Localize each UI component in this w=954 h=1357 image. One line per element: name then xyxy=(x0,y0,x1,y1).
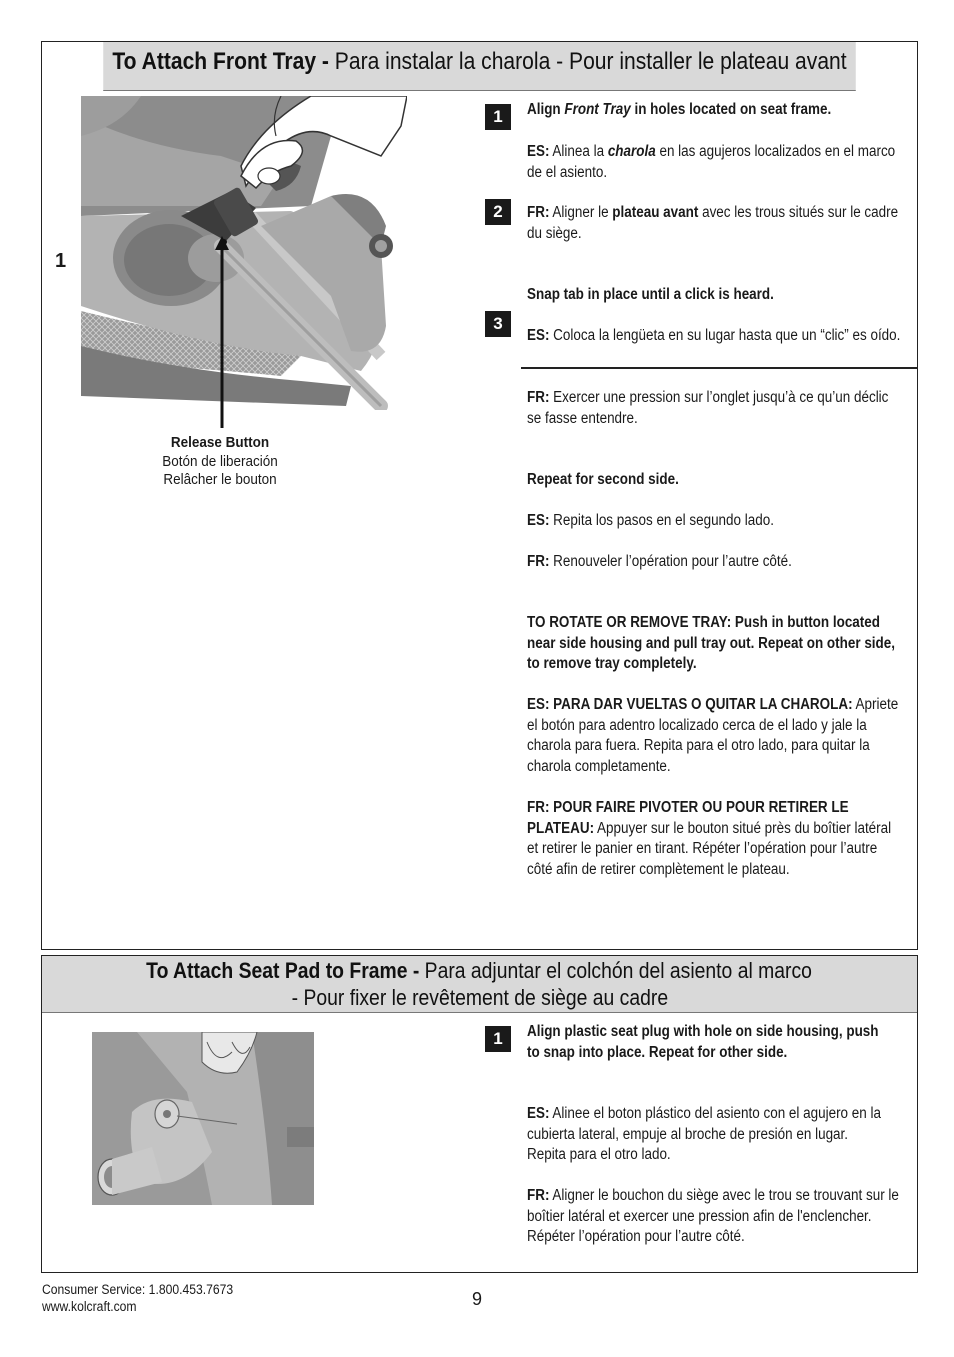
release-label-es: Botón de liberación xyxy=(162,452,278,470)
step-2-es-text: Coloca la lengüeta en su lugar hasta que un “clic” es oído. xyxy=(549,327,901,344)
step-2-en: Snap tab in place until a click is heard. xyxy=(527,286,774,303)
front-tray-title-bold: To Attach Front Tray - xyxy=(112,48,335,75)
step-1-fr-pre: Aligner le xyxy=(549,204,613,221)
seat-pad-title-rest1: Para adjuntar el colchón del asiento al marco xyxy=(425,958,813,983)
release-arrow xyxy=(212,236,232,428)
footer-contact xyxy=(42,1281,233,1315)
step-1-en-em: Front Tray xyxy=(564,101,631,118)
page-number: 9 xyxy=(472,1289,483,1309)
rotate-en xyxy=(527,613,905,675)
step-2-fr-text: Exercer une pression sur l’onglet jusqu’à ce qu’un déclic se fasse entendre. xyxy=(527,389,889,427)
seat-pad-es-text: Alinee el boton plástico del asiento con el agujero en la cubierta lateral, empuje al broche de presión en lugar. Repita para el otro lado. xyxy=(527,1105,881,1163)
es-tag: ES: xyxy=(527,1105,550,1122)
es-tag: ES: xyxy=(527,143,550,160)
front-tray-header xyxy=(103,42,856,91)
step-3-es-text: Repita los pasos en el segundo lado. xyxy=(549,512,774,529)
seat-pad-title-line2: - Pour fixer le revêtement de siège au cadre xyxy=(291,985,668,1010)
rotate-fr-body: Appuyer sur le bouton situé près du boîtier latéral et retirer le panier en tirant. Répéter l’opération pour l’autre côté afin de retirer complètement le plateau. xyxy=(527,819,892,878)
fr-tag: FR: xyxy=(527,1187,550,1204)
seat-pad-illustration xyxy=(92,1032,314,1205)
step-1-es-post: en las agujeros localizados en el marco de el asiento. xyxy=(527,143,896,181)
rotate-es-body: Apriete el botón para adentro localizado cerca de el lado y jale la charola para fuera. Repita para el otro lado, para quitar la charola completamente. xyxy=(527,696,899,775)
es-tag: ES: xyxy=(527,327,550,344)
step-1-es xyxy=(527,142,905,183)
fr-tag: FR: xyxy=(527,204,550,221)
release-button-label xyxy=(130,434,310,490)
seat-pad-fr-text: Aligner le bouchon du siège avec le trou se trouvant sur le boîtier latéral et exercer une pression afin de l'enclencher. Répéter l’opération pour l’autre côté. xyxy=(527,1187,899,1245)
front-tray-illustration xyxy=(81,96,407,410)
step-1-fr-em: plateau avant xyxy=(612,204,699,221)
rotate-fr xyxy=(527,798,905,880)
seat-pad-es xyxy=(527,1104,888,1166)
rotate-en-body: Push in button located near side housing and pull tray out. Repeat on other side, to remove tray completely. xyxy=(527,614,895,672)
step-3-en: Repeat for second side. xyxy=(527,471,679,488)
step-3-es xyxy=(527,511,905,532)
figure-number: 1 xyxy=(55,250,67,272)
step-3-fr-text: Renouveler l’opération pour l’autre côté. xyxy=(549,553,792,570)
step-3-fr xyxy=(527,552,905,573)
consumer-service-phone: Consumer Service: 1.800.453.7673 xyxy=(42,1282,234,1297)
release-label-en: Release Button xyxy=(170,434,270,451)
step-1-fr-post: avec les trous situés sur le cadre du siège. xyxy=(527,204,899,242)
front-tray-title-rest: Para instalar la charola - Pour installer le plateau avant xyxy=(334,48,847,75)
release-label-fr: Relâcher le bouton xyxy=(163,471,277,488)
seat-pad-step-badge: 1 xyxy=(485,1026,511,1052)
rotate-en-head: TO ROTATE OR REMOVE TRAY: xyxy=(527,614,732,631)
step-3-badge: 3 xyxy=(485,311,511,337)
step-2-badge: 2 xyxy=(485,199,511,225)
step-1-en-post: in holes located on seat frame. xyxy=(630,101,832,118)
step-1-en-pre: Align xyxy=(527,101,565,118)
seat-pad-title-bold: To Attach Seat Pad to Frame - xyxy=(146,958,426,983)
rotate-es-head: ES: PARA DAR VUELTAS O QUITAR LA CHAROLA: xyxy=(527,696,853,713)
es-tag: ES: xyxy=(527,512,550,529)
step-2-fr xyxy=(527,388,905,429)
step-1-es-pre: Alinea la xyxy=(549,143,608,160)
step-1-en xyxy=(527,100,905,121)
fr-tag: FR: xyxy=(527,389,550,406)
step-1-fr xyxy=(527,203,905,244)
seat-pad-header xyxy=(42,956,917,1013)
rotate-fr-head: FR: POUR FAIRE PIVOTER OU POUR RETIRER LE PLATEAU: xyxy=(527,799,849,837)
website-link[interactable]: www.kolcraft.com xyxy=(42,1299,137,1314)
seat-pad-fr xyxy=(527,1186,901,1248)
step-1-badge: 1 xyxy=(485,104,511,130)
seat-pad-title-line1 xyxy=(147,957,813,984)
step-2-es xyxy=(527,326,905,347)
fr-tag: FR: xyxy=(527,553,550,570)
seat-pad-en: Align plastic seat plug with hole on side housing, push to snap into place. Repeat for other side. xyxy=(527,1023,879,1061)
divider xyxy=(521,367,917,369)
rotate-es xyxy=(527,695,905,777)
step-1-es-em: charola xyxy=(607,143,656,160)
